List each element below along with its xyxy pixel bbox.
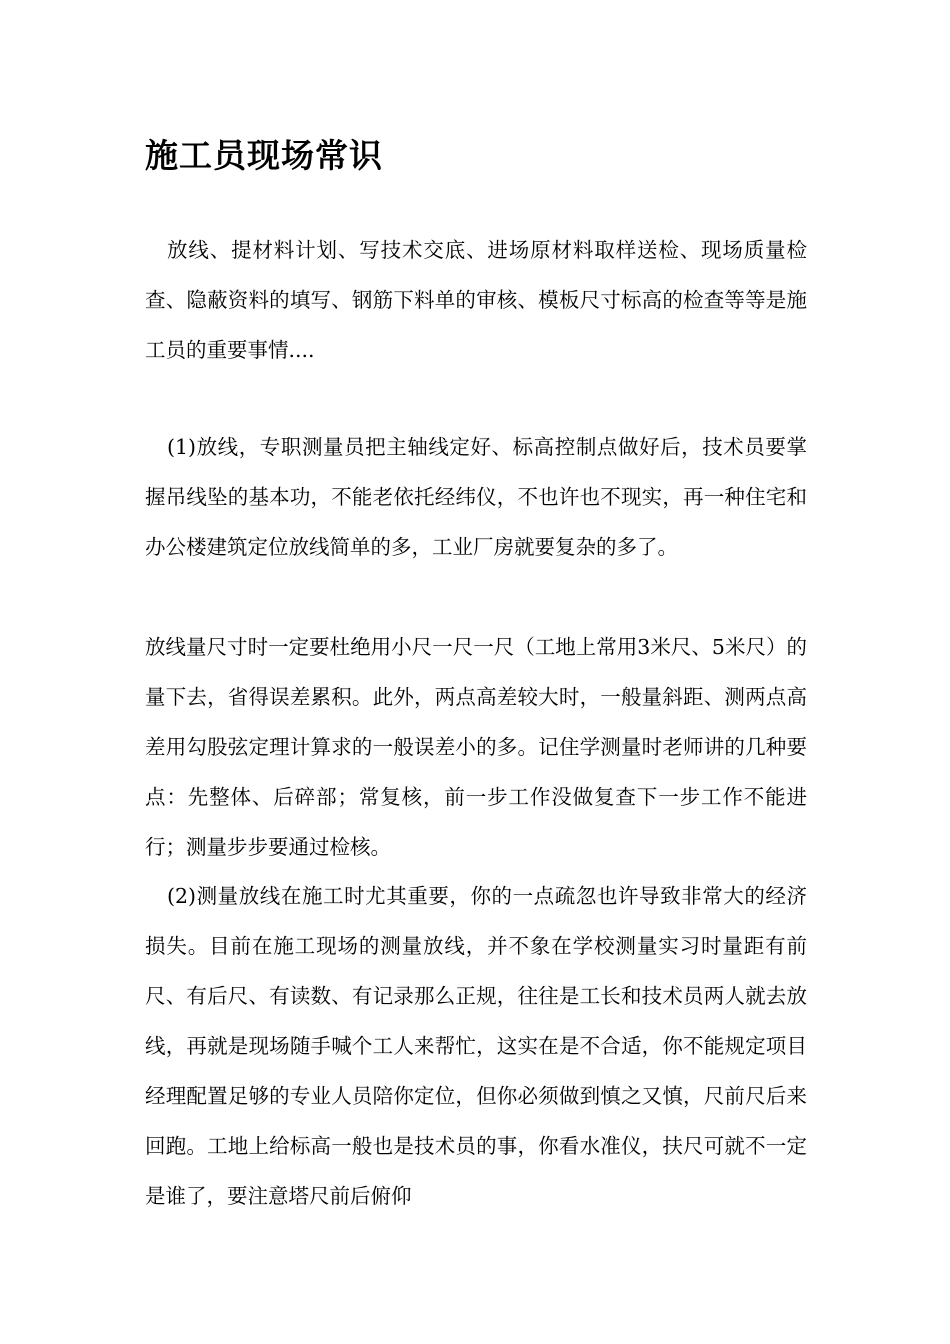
paragraph-text: (1)放线，专职测量员把主轴线定好、标高控制点做好后，技术员要掌握吊线坠的基本功，不能老依托经纬仪，不也许也不现实，再一种住宅和办公楼建筑定位放线简单的多，工业厂房就要复杂的多了。 [145, 435, 807, 559]
paragraph-text: 放线量尺寸时一定要杜绝用小尺一尺一尺（工地上常用3米尺、5米尺）的量下去，省得误差累积。此外，两点高差较大时，一般量斜距、测两点高差用勾股弦定理计算求的一般误差小的多。记住学测量时老师讲的几种要点：先整体、后碎部；常复核，前一步工作没做复查下一步工作不能进行；测量步步要通过检核。 [145, 635, 807, 859]
document-title: 施工员现场常识 [145, 136, 383, 175]
paragraph-item-1 [145, 422, 807, 572]
paragraph-text: (2)测量放线在施工时尤其重要，你的一点疏忽也许导致非常大的经济损失。目前在施工现场的测量放线，并不象在学校测量实习时量距有前尺、有后尺、有读数、有记录那么正规，往往是工长和技术员两人就去放线，再就是现场随手喊个工人来帮忙，这实在是不合适，你不能规定项目经理配置足够的专业人员陪你定位，但你必须做到慎之又慎，尺前尺后来回跑。工地上给标高一般也是技术员的事，你看水准仪，扶尺可就不一定是谁了，要注意塔尺前后俯仰 [145, 884, 807, 1208]
paragraph-intro [145, 225, 807, 375]
paragraph-item-2 [145, 871, 807, 1221]
paragraph-text: 放线、提材料计划、写技术交底、进场原材料取样送检、现场质量检查、隐蔽资料的填写、钢筋下料单的审核、模板尺寸标高的检查等等是施工员的重要事情.... [145, 238, 807, 362]
paragraph-measuring-notes [145, 622, 807, 872]
